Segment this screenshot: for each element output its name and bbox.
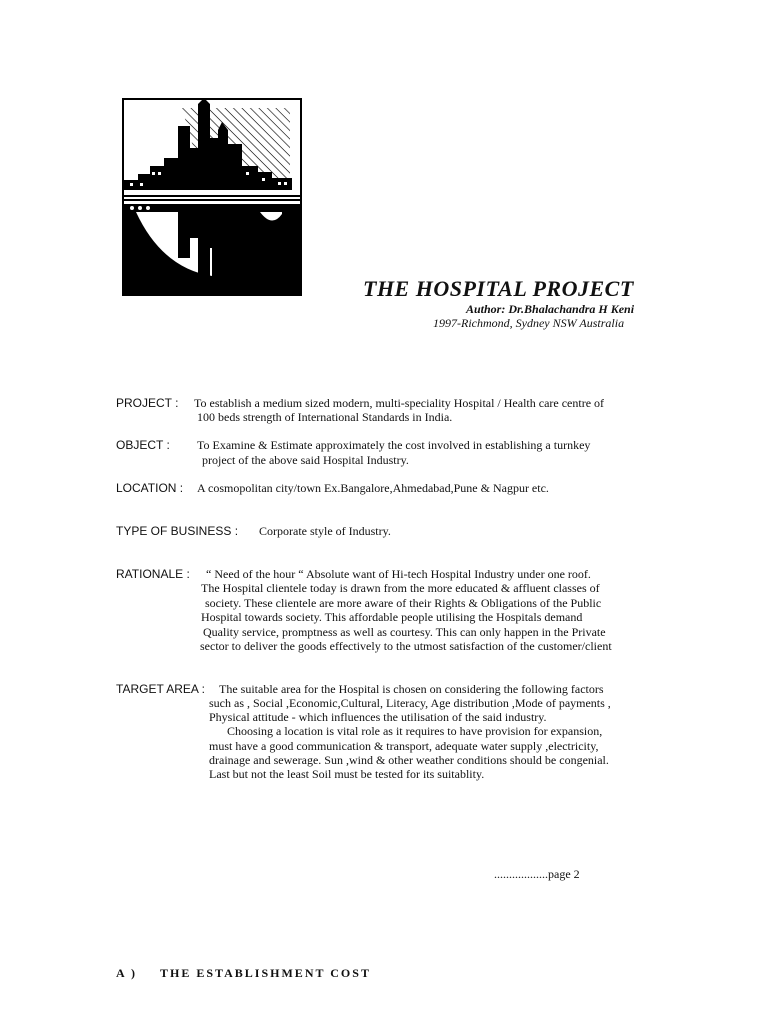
rationale-line: society. These clientele are more aware of their Rights & Obligations of the Public [205, 596, 602, 610]
business-type-text: Corporate style of Industry. [259, 524, 391, 538]
place-date-line: 1997-Richmond, Sydney NSW Australia [433, 316, 625, 330]
rationale-line: The Hospital clientele today is drawn from the more educated & affluent classes of [201, 581, 600, 595]
target-area-label: TARGET AREA : [116, 682, 205, 696]
target-area-line: drainage and sewerage. Sun ,wind & other weather conditions should be congenial. [209, 753, 609, 767]
object-label: OBJECT : [116, 438, 170, 452]
project-label: PROJECT : [116, 396, 179, 410]
section-letter: A ) [116, 966, 137, 980]
rationale-line: sector to deliver the goods effectively to the utmost satisfaction of the customer/client [200, 639, 612, 653]
document-title: THE HOSPITAL PROJECT [363, 276, 634, 301]
author-line: Author: Dr.Bhalachandra H Keni [466, 302, 635, 316]
business-type-label: TYPE OF BUSINESS : [116, 524, 239, 538]
rationale-label: RATIONALE : [116, 567, 190, 581]
target-area-line: Last but not the least Soil must be tested for its suitablity. [209, 767, 485, 781]
target-area-line: Physical attitude - which influences the utilisation of the said industry. [209, 710, 547, 724]
target-area-line: such as , Social ,Economic,Cultural, Literacy, Age distribution ,Mode of payments , [209, 696, 611, 710]
hospital-city-logo [122, 98, 302, 296]
target-area-line: The suitable area for the Hospital is chosen on considering the following factors [219, 682, 604, 696]
object-text-line-2: project of the above said Hospital Industry. [202, 453, 409, 467]
location-text: A cosmopolitan city/town Ex.Bangalore,Ahmedabad,Pune & Nagpur etc. [197, 481, 549, 495]
rationale-line: “ Need of the hour “ Absolute want of Hi-tech Hospital Industry under one roof. [206, 567, 591, 581]
location-label: LOCATION : [116, 481, 184, 495]
section-heading: THE ESTABLISHMENT COST [160, 966, 371, 980]
project-text-line-2: 100 beds strength of International Standards in India. [197, 410, 453, 424]
project-text-line-1: To establish a medium sized modern, multi-speciality Hospital / Health care centre of [194, 396, 605, 410]
target-area-line: Choosing a location is vital role as it requires to have provision for expansion, [227, 724, 603, 738]
target-area-line: must have a good communication & transport, adequate water supply ,electricity, [209, 739, 599, 753]
rationale-line: Hospital towards society. This affordable people utilising the Hospitals demand [201, 610, 583, 624]
rationale-line: Quality service, promptness as well as courtesy. This can only happen in the Private [203, 625, 606, 639]
page-reference: ..................page 2 [494, 867, 580, 881]
object-text-line-1: To Examine & Estimate approximately the cost involved in establishing a turnkey [197, 438, 591, 452]
